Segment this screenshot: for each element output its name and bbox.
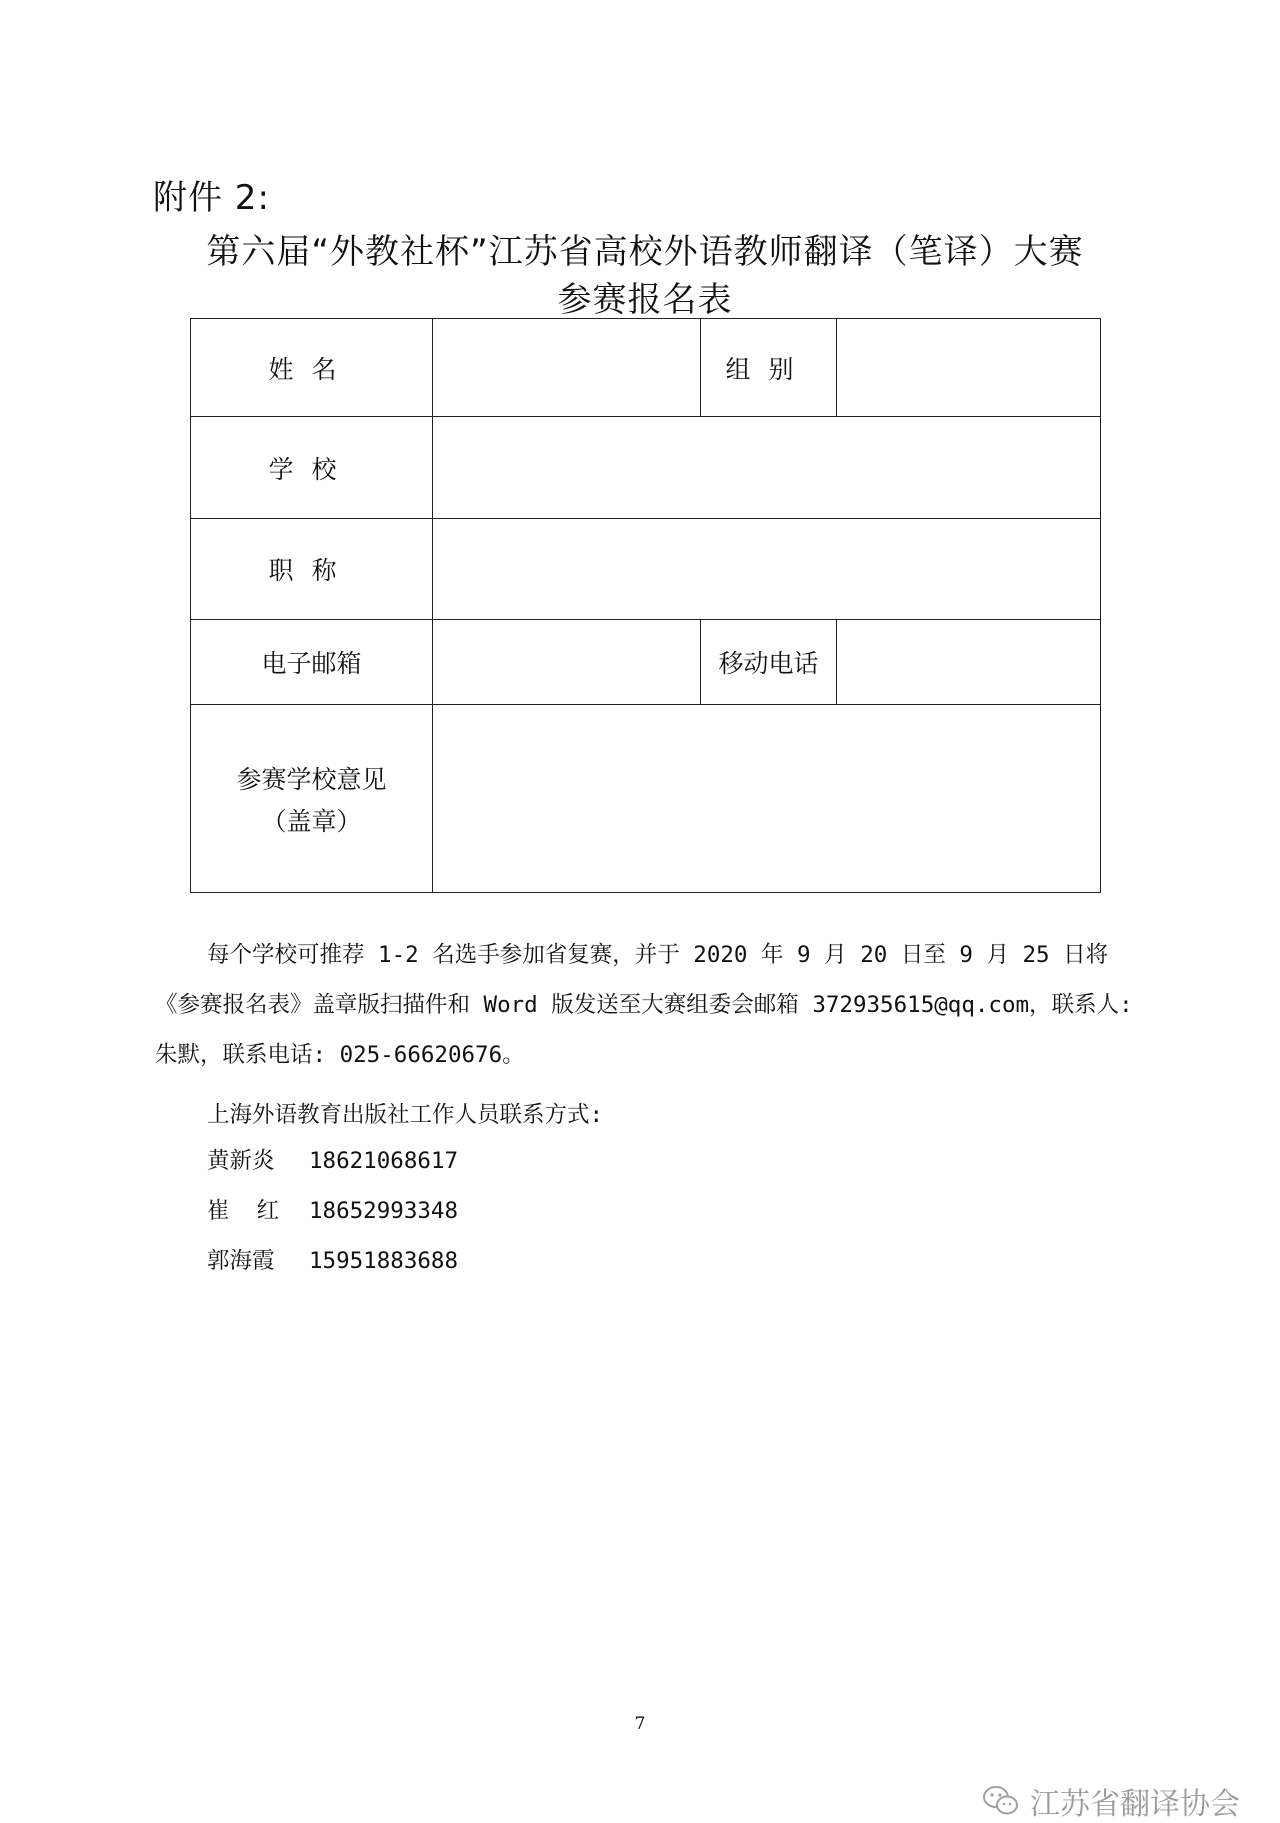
job-title-label: 职称: [191, 519, 433, 620]
school-label: 学校: [191, 417, 433, 519]
contact-name: 黄新炎: [207, 1148, 275, 1174]
contact-name: 郭海霞: [207, 1248, 275, 1274]
form-row-opinion: [191, 705, 1101, 893]
contact-phone: 15951883688: [309, 1248, 459, 1274]
attachment-label: 附件 2:: [153, 178, 270, 218]
email-field[interactable]: [433, 620, 701, 705]
notice-paragraph: 每个学校可推荐 1-2 名选手参加省复赛，并于 2020 年 9 月 20 日至 9 月 25 日将《参赛报名表》盖章版扫描件和 Word 版发送至大赛组委会邮箱 372935615@qq.com，联系人: 朱默，联系电话: 025-66620676。: [155, 942, 1133, 1068]
opinion-label: 参赛学校意见: [236, 764, 387, 794]
contact-row: [207, 1193, 458, 1225]
form-row-name: [191, 319, 1101, 417]
page-number: 7: [634, 1714, 646, 1734]
staff-heading: 上海外语教育出版社工作人员联系方式:: [207, 1102, 604, 1128]
opinion-label-cell: [191, 705, 433, 893]
contact-row: [207, 1243, 458, 1275]
opinion-stamp-note: （盖章）: [261, 806, 362, 836]
contact-phone: 18652993348: [309, 1198, 459, 1224]
registration-form-table: [190, 318, 1101, 893]
email-label: 电子邮箱: [191, 620, 433, 705]
name-field[interactable]: [433, 319, 701, 417]
form-row-title: [191, 519, 1101, 620]
watermark: [982, 1779, 1240, 1823]
mobile-field[interactable]: [837, 620, 1101, 705]
opinion-field[interactable]: [433, 705, 1101, 893]
job-title-field[interactable]: [433, 519, 1101, 620]
form-row-contact: [191, 620, 1101, 705]
group-field[interactable]: [837, 319, 1101, 417]
wechat-icon: [982, 1784, 1020, 1818]
document-title: 第六届“外教社杯”江苏省高校外语教师翻译（笔译）大赛: [206, 232, 1084, 272]
document-subtitle: 参赛报名表: [557, 280, 733, 320]
contact-row: [207, 1143, 458, 1175]
contact-phone: 18621068617: [309, 1148, 459, 1174]
contact-name: 崔 红: [207, 1198, 280, 1224]
name-label: 姓名: [191, 319, 433, 417]
form-row-school: [191, 417, 1101, 519]
group-label: 组别: [701, 319, 837, 417]
watermark-text: 江苏省翻译协会: [1030, 1787, 1240, 1822]
mobile-label: 移动电话: [701, 620, 837, 705]
school-field[interactable]: [433, 417, 1101, 519]
